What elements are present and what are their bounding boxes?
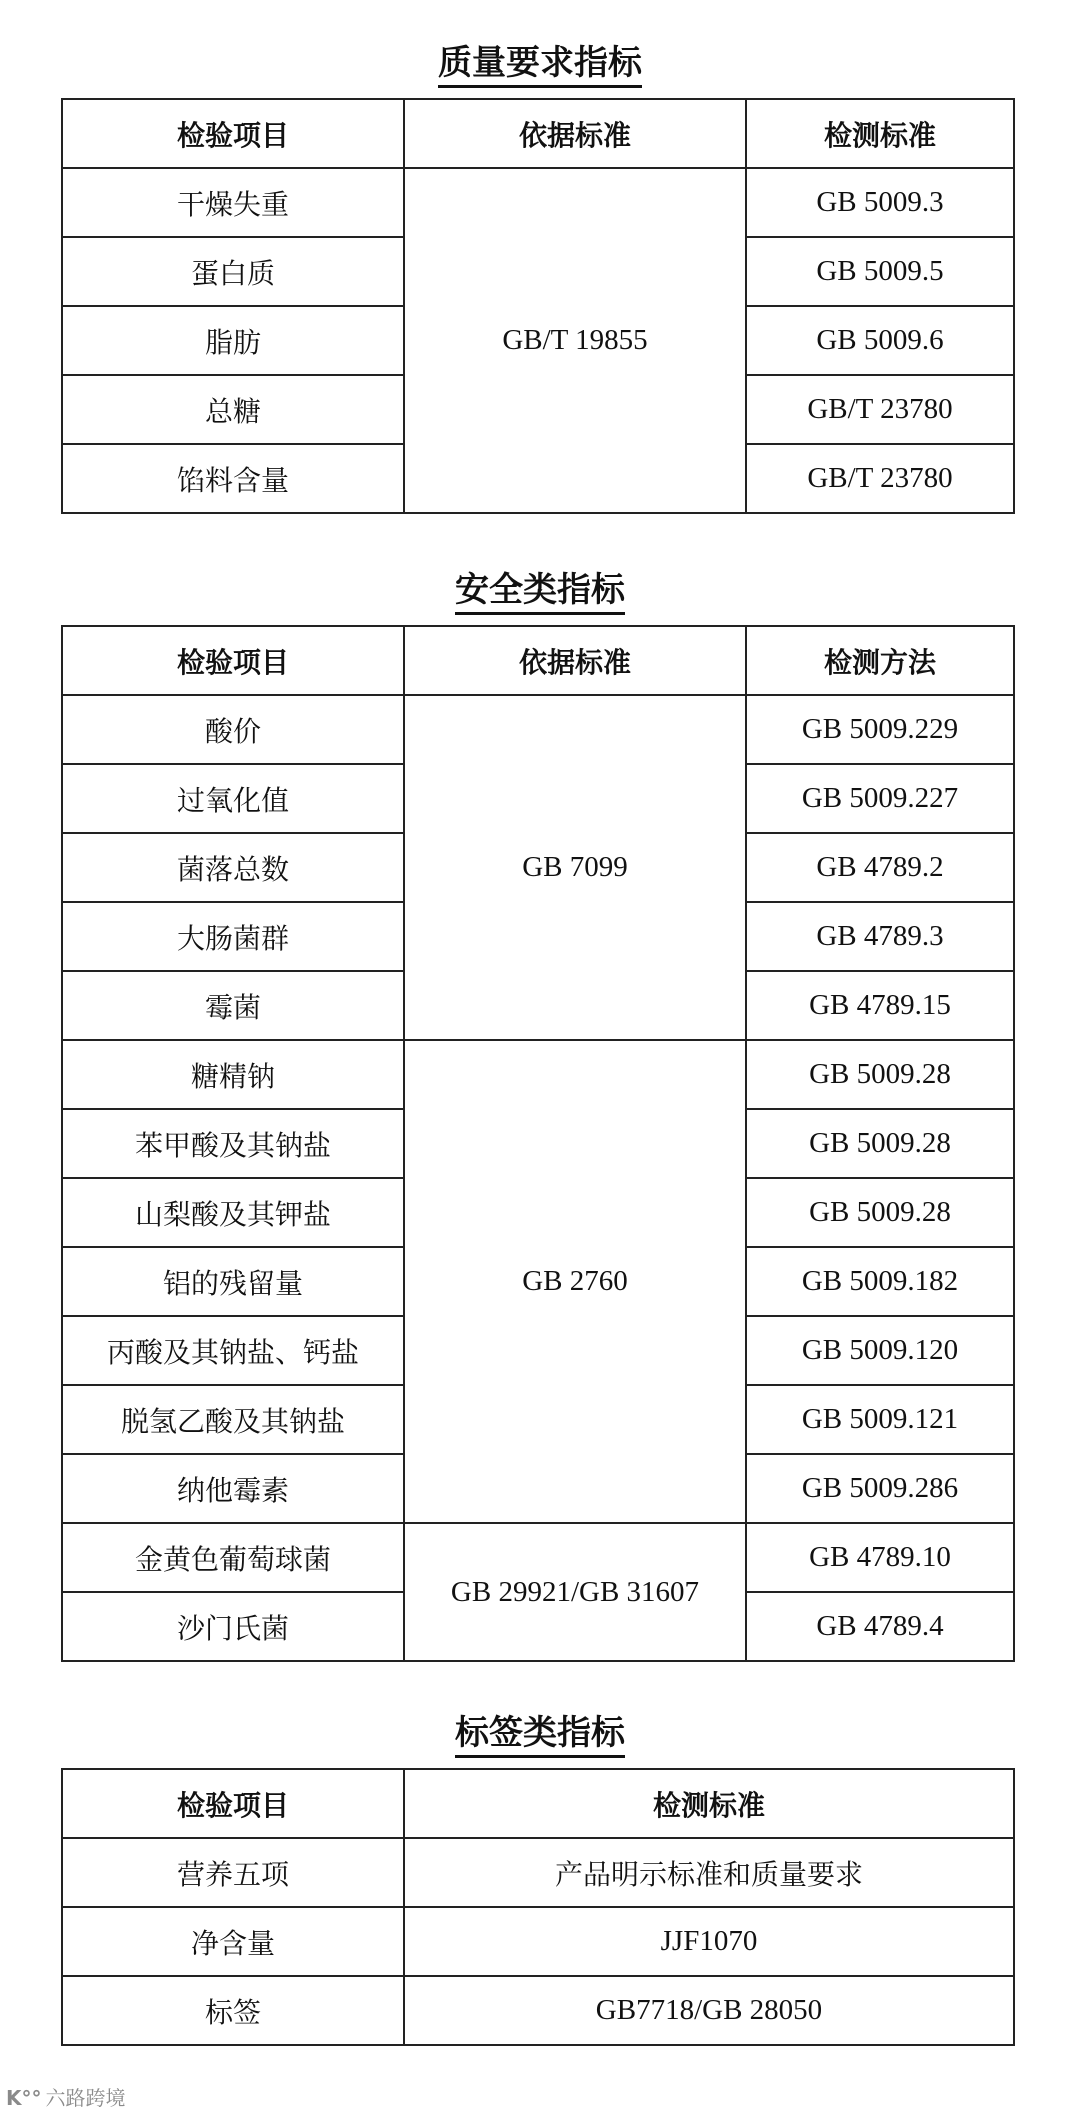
method-cell: GB 5009.227 xyxy=(746,764,1014,833)
method-cell: GB/T 23780 xyxy=(746,444,1014,513)
item-cell: 丙酸及其钠盐、钙盐 xyxy=(62,1316,404,1385)
method-cell: GB 5009.6 xyxy=(746,306,1014,375)
watermark-logo: K°° xyxy=(6,2086,42,2110)
table-row xyxy=(62,695,1014,764)
basis-standard-cell: GB/T 19855 xyxy=(404,168,746,513)
item-cell: 馅料含量 xyxy=(62,444,404,513)
item-cell: 纳他霉素 xyxy=(62,1454,404,1523)
item-cell: 霉菌 xyxy=(62,971,404,1040)
header-item: 检验项目 xyxy=(62,1769,404,1838)
basis-standard-cell: GB 29921/GB 31607 xyxy=(404,1523,746,1661)
item-cell: 铝的残留量 xyxy=(62,1247,404,1316)
item-cell: 蛋白质 xyxy=(62,237,404,306)
item-cell: 糖精钠 xyxy=(62,1040,404,1109)
method-cell: GB 5009.182 xyxy=(746,1247,1014,1316)
method-cell: GB 4789.3 xyxy=(746,902,1014,971)
item-cell: 沙门氏菌 xyxy=(62,1592,404,1661)
method-cell: GB 5009.286 xyxy=(746,1454,1014,1523)
header-test-method: 检测方法 xyxy=(746,626,1014,695)
table-row xyxy=(62,1838,1014,1907)
standard-cell: 产品明示标准和质量要求 xyxy=(404,1838,1014,1907)
method-cell: GB 4789.15 xyxy=(746,971,1014,1040)
header-test-standard: 检测标准 xyxy=(746,99,1014,168)
item-cell: 菌落总数 xyxy=(62,833,404,902)
quality-title: 质量要求指标 xyxy=(0,40,1080,86)
label-title: 标签类指标 xyxy=(0,1710,1080,1756)
label-header-row xyxy=(62,1769,1014,1838)
standard-cell: JJF1070 xyxy=(404,1907,1014,1976)
item-cell: 过氧化值 xyxy=(62,764,404,833)
method-cell: GB 5009.28 xyxy=(746,1178,1014,1247)
table-row xyxy=(62,1040,1014,1109)
safety-header-row xyxy=(62,626,1014,695)
item-cell: 苯甲酸及其钠盐 xyxy=(62,1109,404,1178)
item-cell: 脂肪 xyxy=(62,306,404,375)
item-cell: 干燥失重 xyxy=(62,168,404,237)
method-cell: GB 5009.28 xyxy=(746,1109,1014,1178)
standard-cell: GB7718/GB 28050 xyxy=(404,1976,1014,2045)
item-cell: 脱氢乙酸及其钠盐 xyxy=(62,1385,404,1454)
header-test-standard: 检测标准 xyxy=(404,1769,1014,1838)
method-cell: GB 5009.229 xyxy=(746,695,1014,764)
item-cell: 营养五项 xyxy=(62,1838,404,1907)
label-table xyxy=(61,1768,1015,2046)
table-row xyxy=(62,1523,1014,1592)
method-cell: GB 5009.120 xyxy=(746,1316,1014,1385)
basis-standard-cell: GB 2760 xyxy=(404,1040,746,1523)
watermark-text: 六路跨境 xyxy=(45,2086,126,2110)
table-row xyxy=(62,1907,1014,1976)
header-basis-standard: 依据标准 xyxy=(404,99,746,168)
item-cell: 山梨酸及其钾盐 xyxy=(62,1178,404,1247)
table-row xyxy=(62,1976,1014,2045)
item-cell: 净含量 xyxy=(62,1907,404,1976)
method-cell: GB 5009.121 xyxy=(746,1385,1014,1454)
watermark xyxy=(6,2082,126,2111)
quality-table xyxy=(61,98,1015,514)
method-cell: GB 5009.28 xyxy=(746,1040,1014,1109)
method-cell: GB 4789.10 xyxy=(746,1523,1014,1592)
method-cell: GB 5009.3 xyxy=(746,168,1014,237)
method-cell: GB 5009.5 xyxy=(746,237,1014,306)
item-cell: 标签 xyxy=(62,1976,404,2045)
item-cell: 金黄色葡萄球菌 xyxy=(62,1523,404,1592)
basis-standard-cell: GB 7099 xyxy=(404,695,746,1040)
safety-table xyxy=(61,625,1015,1662)
safety-title: 安全类指标 xyxy=(0,567,1080,613)
method-cell: GB/T 23780 xyxy=(746,375,1014,444)
quality-header-row xyxy=(62,99,1014,168)
item-cell: 酸价 xyxy=(62,695,404,764)
header-item: 检验项目 xyxy=(62,99,404,168)
method-cell: GB 4789.2 xyxy=(746,833,1014,902)
item-cell: 总糖 xyxy=(62,375,404,444)
header-item: 检验项目 xyxy=(62,626,404,695)
method-cell: GB 4789.4 xyxy=(746,1592,1014,1661)
item-cell: 大肠菌群 xyxy=(62,902,404,971)
header-basis-standard: 依据标准 xyxy=(404,626,746,695)
table-row xyxy=(62,168,1014,237)
